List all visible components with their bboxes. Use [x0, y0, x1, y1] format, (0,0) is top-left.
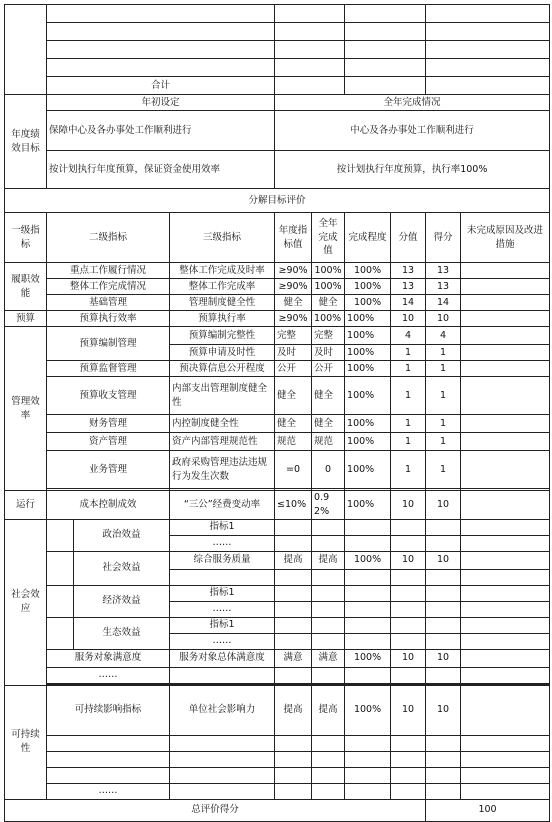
table-row: 社会效应 政治效益 指标1 — [5, 519, 550, 535]
table-row: 预算监督管理 预决算信息公开程度 公开 公开 100% 1 1 — [5, 361, 550, 377]
table-row: 服务对象满意度 服务对象总体满意度 满意 满意 100% 10 10 — [5, 649, 550, 667]
fund-row — [5, 59, 550, 77]
header-degree: 完成程度 — [345, 213, 391, 263]
fund-row — [5, 5, 550, 23]
table-row: 业务管理 政府采购管理违法违规行为发生次数 =0 0 100% 1 1 — [5, 451, 550, 489]
goal-initial: 保障中心及各办事处工作顺利进行 — [47, 111, 275, 151]
header-level1: 一级指标 — [5, 213, 47, 263]
level1-mgmt: 管理效率 — [5, 327, 47, 491]
header-level2: 二级指标 — [47, 213, 170, 263]
goals-section-label: 年度绩效目标 — [5, 95, 47, 189]
level1-sustain: 可持续性 — [5, 685, 47, 799]
goal-completion: 中心及各办事处工作顺利进行 — [275, 111, 550, 151]
total-label: 总评价得分 — [5, 799, 426, 821]
table-row: 预算申请及时性 及时 及时 100% 1 1 — [5, 345, 550, 361]
level1-operation: 运行 — [5, 491, 47, 520]
level1-social: 社会效应 — [5, 519, 47, 685]
fund-cell — [47, 5, 275, 23]
header-actual: 全年完成值 — [312, 213, 345, 263]
table-row: 履职效能 重点工作履行情况 整体工作完成及时率 ≥90% 100% 100% 13 13 — [5, 263, 550, 279]
goal-row — [5, 151, 550, 189]
table-row: 社会效益 综合服务质量 提高 提高 100% 10 10 — [5, 551, 550, 569]
table-row: 财务管理 内控制度健全性 健全 健全 100% 1 1 — [5, 415, 550, 433]
goals-initial-header: 年初设定 — [47, 95, 275, 111]
table-row: 管理效率 预算编制管理 预算编制完整性 完整 完整 100% 4 4 — [5, 327, 550, 345]
table-row: 经济效益 指标1 — [5, 585, 550, 601]
total-row — [5, 799, 550, 821]
fund-total-row — [5, 77, 550, 95]
total-value: 100 — [426, 799, 550, 821]
goal-row — [5, 111, 550, 151]
fund-row — [5, 41, 550, 59]
fund-row — [5, 23, 550, 41]
goal-initial: 按计划执行年度预算，保证资金使用效率 — [47, 151, 275, 189]
table-row: …… — [5, 783, 550, 799]
fund-cell — [275, 5, 345, 23]
table-row: 可持续性 可持续影响指标 单位社会影响力 提高 提高 100% 10 10 — [5, 685, 550, 735]
column-header-row — [5, 213, 550, 263]
fund-section-blank — [5, 5, 47, 95]
header-score-got: 得分 — [426, 213, 461, 263]
header-target: 年度指标值 — [275, 213, 312, 263]
fund-total-label: 合计 — [47, 77, 275, 95]
table-row: 资产管理 资产内部管理规范性 规范 规范 100% 1 1 — [5, 433, 550, 451]
goals-header-row — [5, 95, 550, 111]
goals-completion-header: 全年完成情况 — [275, 95, 550, 111]
table-row: 预算 预算执行效率 预算执行率 ≥90% 100% 100% 10 10 — [5, 311, 550, 327]
decomposition-title: 分解目标评价 — [5, 189, 550, 213]
fund-cell — [345, 5, 426, 23]
header-level3: 三级指标 — [170, 213, 275, 263]
level1-performance: 履职效能 — [5, 263, 47, 311]
header-score-value: 分值 — [391, 213, 426, 263]
fund-cell — [426, 5, 550, 23]
table-row: 运行 成本控制成效 “三公”经费变动率 ≤10% 0.92% 100% 10 10 — [5, 491, 550, 520]
evaluation-table: 合计 年度绩效目标 年初设定 全年完成情况 保障中心及各办事处工作顺利进行 中心及各办事处工作顺利进行 按计划执行年度预算，保证资金使用效率 按计划执行年度预算，执行率100% 分解目标评价 一级指标 二级指标 三级指标 年度指标值 全年完成值 完成程度 分值 得分 未完成原因及改进措施 履职效能 重点工作履行情况 整体工作完成及时率 ≥90% 100% 100% 13 13 整体工作完成情况 整体工作完成率 ≥90% 100% 100% 13 13 基础管理 管理制度健全性 健全 健全 100% 14 14 预算 预算执行效率 预算执行率 ≥90% 100% 100% 10 10 管理效率 预算编制管理 预算编制完整性 完整 完整 100% 4 4 预算申请及时性 及时 及时 100% 1 1 预算监督管理 预决算信息公开程度 公开 公开 100% 1 1 预算收支管理 内部支出管理制度健全性 健全 健全 100% 1 1 财务管理 内控制度健全性 健全 健全 100% 1 1 资产管理 资产内部管理规范性 规范 规范 100% 1 1 业务管理 政府采购管理违法违规行为发生次数 =0 0 100% 1 1 运行 成本控制成效 “三公”经费变动率 ≤10% 0.92% 100% 10 10 社会效应 政治效益 指标1 …… 社会效益 综合服务质量 提高 提高 100% 10 10 经济效益 指标1 …… 生态效益 指标1 …… 服务对象满意度 服务对象总体满意度 满意 满意 100% 10 10 …… 可持续性 可持续影响指标 单位社会影响力 提高 提高 100% 10 10 …… 总评价得分 100 — [4, 4, 550, 822]
table-row: 整体工作完成情况 整体工作完成率 ≥90% 100% 100% 13 13 — [5, 279, 550, 295]
header-reason: 未完成原因及改进措施 — [461, 213, 550, 263]
level1-budget: 预算 — [5, 311, 47, 327]
decomposition-title-row — [5, 189, 550, 213]
table-row: 基础管理 管理制度健全性 健全 健全 100% 14 14 — [5, 295, 550, 311]
table-row: 生态效益 指标1 — [5, 617, 550, 633]
table-row: 预算收支管理 内部支出管理制度健全性 健全 健全 100% 1 1 — [5, 377, 550, 415]
table-row: …… — [5, 667, 550, 683]
goal-completion: 按计划执行年度预算，执行率100% — [275, 151, 550, 189]
